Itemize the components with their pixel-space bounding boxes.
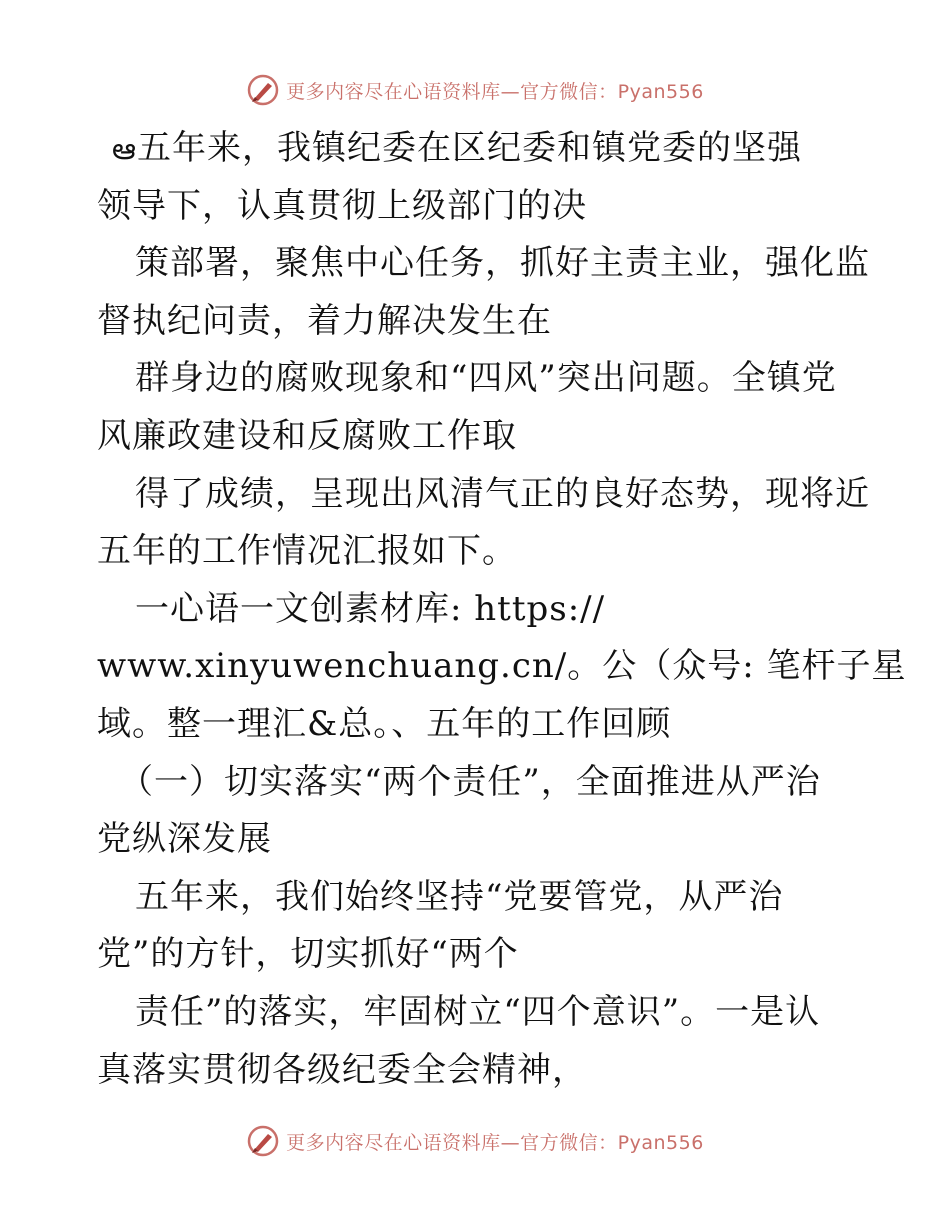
document-body — [97, 120, 907, 1099]
text-line: 群身边的腐败现象和“四风”突出问题。全镇党 — [135, 358, 837, 399]
text-line: 责任”的落实，牢固树立“四个意识”。一是认 — [135, 991, 821, 1032]
text-line: 风廉政建设和反腐败工作取 — [97, 415, 517, 456]
watermark-footer — [0, 1121, 950, 1161]
watermark-text: 更多内容尽在心语资料库—官方微信：Pyan556 — [286, 80, 704, 103]
text-line: 得了成绩，呈现出风清气正的良好态势，现将近 — [135, 473, 870, 514]
paragraph — [97, 466, 870, 581]
paragraph — [97, 984, 867, 1099]
text-line: 领导下，认真贯彻上级部门的决 — [97, 185, 587, 226]
watermark-header — [0, 70, 950, 110]
paragraph — [97, 350, 867, 465]
ornament-glyph: ఆ — [112, 132, 137, 167]
text-line: ఆ五年来，我镇纪委在区纪委和镇党委的坚强 — [97, 120, 867, 178]
paragraph — [97, 581, 907, 754]
paragraph — [97, 235, 870, 350]
text-line: 党”的方针，切实抓好“两个 — [97, 934, 519, 975]
section-heading — [97, 754, 867, 869]
text-line: 督执纪问责，着力解决发生在 — [97, 300, 552, 341]
paragraph — [97, 120, 867, 235]
text-line: 域。整一理汇&总。、五年的工作回顾 — [97, 703, 672, 744]
text-line: 五年的工作情况汇报如下。 — [97, 531, 517, 572]
text-line: 五年来，我们始终坚持“党要管党，从严治 — [135, 876, 784, 917]
pen-logo-icon — [246, 73, 280, 107]
text-line: www.xinyuwenchuang.cn/。公（众号: 笔杆子星 — [97, 646, 907, 687]
text-line: 党纵深发展 — [97, 819, 272, 860]
text-line: 一心语一文创素材库: https:// — [135, 588, 606, 629]
paragraph — [97, 869, 867, 984]
text-line: 策部署，聚焦中心任务，抓好主责主业，强化监 — [135, 243, 870, 284]
pen-logo-icon — [246, 1124, 280, 1158]
text-line: （一）切实落实“两个责任”，全面推进从严治 — [119, 761, 821, 802]
text-line: 真落实贯彻各级纪委全会精神， — [97, 1049, 587, 1090]
watermark-text: 更多内容尽在心语资料库—官方微信：Pyan556 — [286, 1131, 704, 1154]
